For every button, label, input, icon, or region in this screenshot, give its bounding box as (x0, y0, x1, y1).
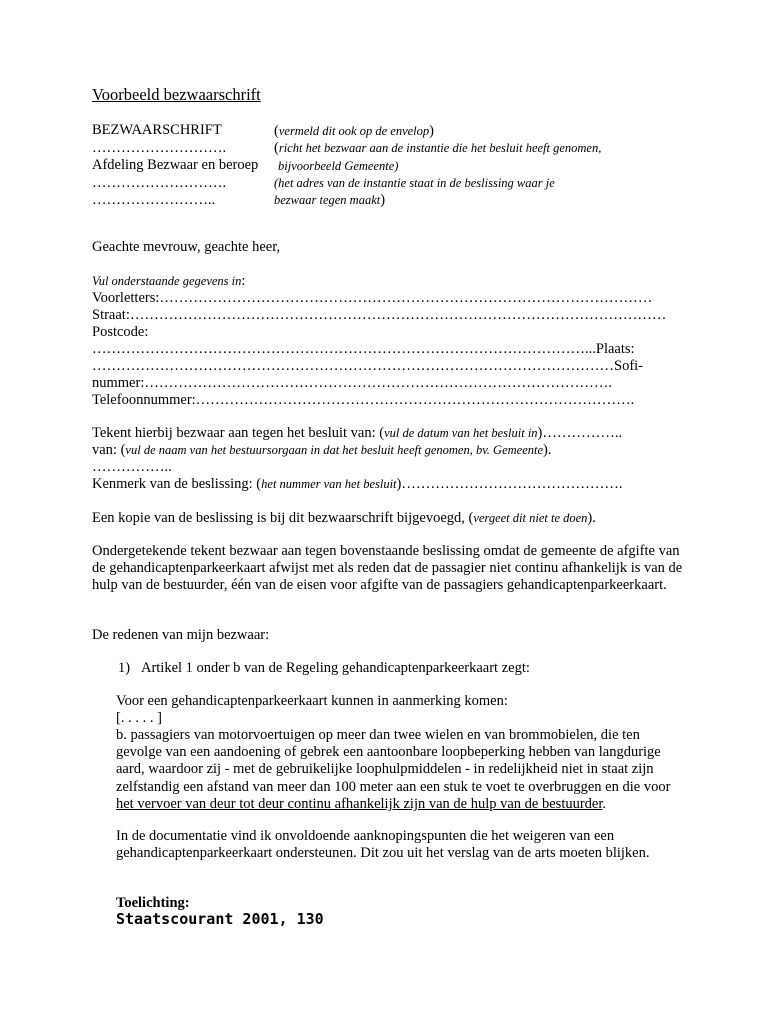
header-note-1: (vermeld dit ook op de envelop) (274, 123, 434, 139)
quote-clause-b: b. passagiers van motorvoertuigen op meer dan twee wielen en van brommobielen, die ten gevolge van een aandoening of gebrek een aantoonbare loopbeperking hebben van langdurige aard, waardoor zij - met de gebruikelijke loophulpmiddelen - in redelijkheid niet in staat zijn zelfstandig een afstand van meer dan 100 meter aan een stuk te voet te overbruggen en die voor het vervoer van deur tot deur continu afhankelijk zijn van de hulp van de bestuurder. (116, 727, 671, 812)
objection-dots: …………….. (92, 459, 172, 475)
form-line-postcode: Postcode: (92, 324, 149, 340)
header-note-3: bijvoorbeeld Gemeente) (278, 159, 399, 173)
form-line-initials: Voorletters:………………………………………………………………………………………… (92, 290, 653, 306)
header-left-4: ………………………. (92, 175, 227, 191)
list-text: Artikel 1 onder b van de Regeling gehandicaptenparkeerkaart zegt: (140, 660, 530, 676)
objection-authority: van: (vul de naam van het bestuursorgaan in dat het besluit heeft genomen, bv. Gemeente). (92, 442, 552, 458)
header-note-5: bezwaar tegen maakt) (274, 192, 386, 208)
form-line-phone: Telefoonnummer:………………………………………………………………………………. (92, 392, 635, 408)
form-line-place: …………………………………………………………………………………………...Plaats: (92, 341, 635, 357)
header-left-5: …………………….. (92, 192, 216, 208)
objection-paragraph: Ondergetekende tekent bezwaar aan tegen bovenstaande beslissing omdat de gemeente de afgifte van de gehandicaptenparkeerkaart afwijst met als reden dat de passagier niet continu afhankelijk is van de hulp van de bestuurder, één van de eisen voor afgifte van de passagiers gehandicaptenparkeerkaart. (92, 543, 683, 594)
reason-list-item (118, 660, 530, 677)
header-note-2: (richt het bezwaar aan de instantie die het besluit heeft genomen, (274, 140, 602, 156)
source-reference: Staatscourant 2001, 130 (116, 910, 324, 928)
objection-decision-date: Tekent hierbij bezwaar aan tegen het besluit van: (vul de datum van het besluit in)…………….. (92, 425, 623, 441)
header-left-2: ………………………. (92, 140, 227, 156)
salutation: Geachte mevrouw, geachte heer, (92, 239, 281, 255)
header-department: Afdeling Bezwaar en beroep (92, 157, 259, 173)
list-number: 1) (118, 660, 131, 676)
header-left-1: BEZWAARSCHRIFT (92, 122, 222, 138)
objection-reference: Kenmerk van de beslissing: (het nummer van het besluit)………………………………………. (92, 476, 623, 492)
reasons-heading: De redenen van mijn bezwaar: (92, 627, 270, 643)
explanation-label: Toelichting: (116, 895, 190, 911)
copy-attached-note: Een kopie van de beslissing is bij dit bezwaarschrift bijgevoegd, (vergeet dit niet te doen). (92, 510, 596, 526)
document-title: Voorbeeld bezwaarschrift (92, 85, 261, 104)
quote-intro: Voor een gehandicaptenparkeerkaart kunnen in aanmerking komen: (116, 693, 508, 709)
form-instruction: Vul onderstaande gegevens in: (92, 273, 246, 289)
quote-ellipsis: [. . . . . ] (116, 710, 162, 726)
header-note-4: (het adres van de instantie staat in de beslissing waar je (274, 176, 555, 190)
form-line-street: Straat:………………………………………………………………………………………………… (92, 307, 667, 323)
form-line-sofi: ………………………………………………………………………………………………Sofi- (92, 358, 643, 374)
form-line-sofi-number: nummer:……………………………………………………………………………………. (92, 375, 612, 391)
documentation-paragraph: In de documentatie vind ik onvoldoende aanknopingspunten die het weigeren van een gehandicaptenparkeerkaart ondersteunen. Dit zou uit het verslag van de arts moeten blijken. (116, 828, 650, 862)
